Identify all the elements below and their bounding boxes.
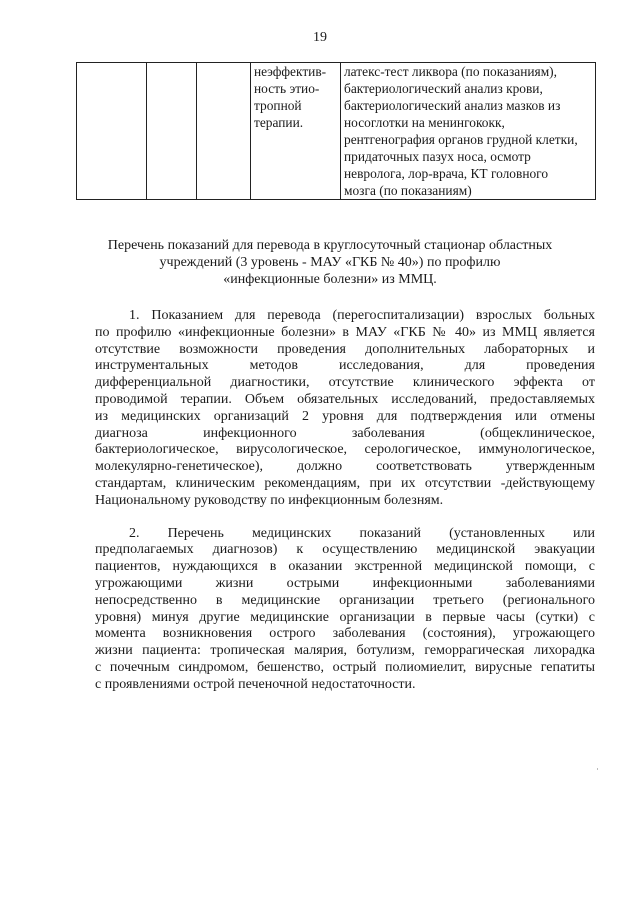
paragraph-line: 2. Перечень медицинских показаний (установленных или xyxy=(129,525,595,541)
page-number: 19 xyxy=(313,30,327,45)
paragraph-line: стандартам, клиническим рекомендациям, при их отсутствии -действующему xyxy=(95,475,595,491)
section-heading xyxy=(90,237,570,288)
paragraph-line: дифференциальной диагностики, отсутствие клинического эффекта от xyxy=(95,375,595,391)
table-cell xyxy=(147,63,197,200)
cell-text-line: носоглотки на менингококк, xyxy=(344,115,505,130)
paragraph-line: инструментальных методов исследования, для проведения xyxy=(95,358,595,374)
paragraph-line: бактериологическое, вирусологическое, серологическое, иммунологическое, xyxy=(95,442,595,458)
continuation-table xyxy=(76,62,596,200)
paragraph-line: момента возникновения острого заболевания (состояния), угрожающего xyxy=(95,626,595,642)
paragraph-line: молекулярно-генетическое), должно соответствовать утвержденным xyxy=(95,459,595,475)
table-cell xyxy=(197,63,251,200)
paragraph-line: Национальному руководству по инфекционным болезням. xyxy=(95,492,444,508)
paragraph-line: отсутствие возможности проведения дополнительных лабораторных и xyxy=(95,341,595,357)
table-cell-ineffectiveness xyxy=(251,63,341,200)
cell-text-line: рентгенография органов грудной клетки, xyxy=(344,132,578,147)
paragraph-line: по профилю «инфекционные болезни» в МАУ «ГКБ № 40» из ММЦ является xyxy=(95,324,595,340)
heading-line: Перечень показаний для перевода в круглосуточный стационар областных xyxy=(107,238,553,253)
paragraph-1 xyxy=(95,308,595,510)
cell-text-line: латекс-тест ликвора (по показаниям), xyxy=(344,64,557,79)
cell-text-line: тропной xyxy=(254,98,302,113)
paragraph-line: с почечным синдромом, бешенство, острый полиомиелит, вирусные гепатиты xyxy=(95,659,595,675)
paragraph-line: из медицинских организаций 2 уровня для подтверждения или отмены xyxy=(95,408,595,424)
scan-speck xyxy=(597,768,598,770)
cell-text-line: бактериологический анализ крови, xyxy=(344,81,543,96)
paragraph-line: диагноза инфекционного заболевания (общеклиническое, xyxy=(95,425,595,441)
paragraph-line: угрожающими жизни острыми инфекционными заболеваниями xyxy=(95,575,595,591)
table-cell-examinations xyxy=(341,63,596,200)
table-cell xyxy=(77,63,147,200)
cell-text-line: придаточных пазух носа, осмотр xyxy=(344,149,531,164)
table-row xyxy=(77,63,596,200)
cell-text-line: мозга (по показаниям) xyxy=(344,183,472,198)
paragraph-line: предполагаемых диагнозов) к осуществлению медицинской эвакуации xyxy=(95,542,595,558)
cell-text-line: бактериологический анализ мазков из xyxy=(344,98,561,113)
heading-line: «инфекционные болезни» из ММЦ. xyxy=(223,272,437,287)
paragraph-line: непосредственно в медицинские организации третьего (регионального xyxy=(95,592,595,608)
paragraph-line: уровня) минуя другие медицинские организации в первые часы (сутки) с xyxy=(95,609,595,625)
document-body xyxy=(95,308,595,694)
cell-text-line: неэффектив- xyxy=(254,64,327,79)
paragraph-line: пациентов, нуждающихся в оказании экстренной медицинской помощи, с xyxy=(95,559,595,575)
paragraph-line: с проявлениями острой печеночной недостаточности. xyxy=(95,676,416,692)
cell-text-line: невролога, лор-врача, КТ головного xyxy=(344,166,549,181)
heading-line: учреждений (3 уровень - МАУ «ГКБ № 40») по профилю xyxy=(159,255,501,270)
cell-text-line: терапии. xyxy=(254,115,304,130)
cell-text-line: ность этио- xyxy=(254,81,320,96)
paragraph-line: жизни пациента: тропическая малярия, ботулизм, геморрагическая лихорадка xyxy=(95,643,595,659)
paragraph-line: проводимой терапии. Объем обязательных исследований, предоставляемых xyxy=(95,391,595,407)
paragraph-line: 1. Показанием для перевода (перегоспитализации) взрослых больных xyxy=(129,308,595,323)
paragraph-2 xyxy=(95,526,595,694)
